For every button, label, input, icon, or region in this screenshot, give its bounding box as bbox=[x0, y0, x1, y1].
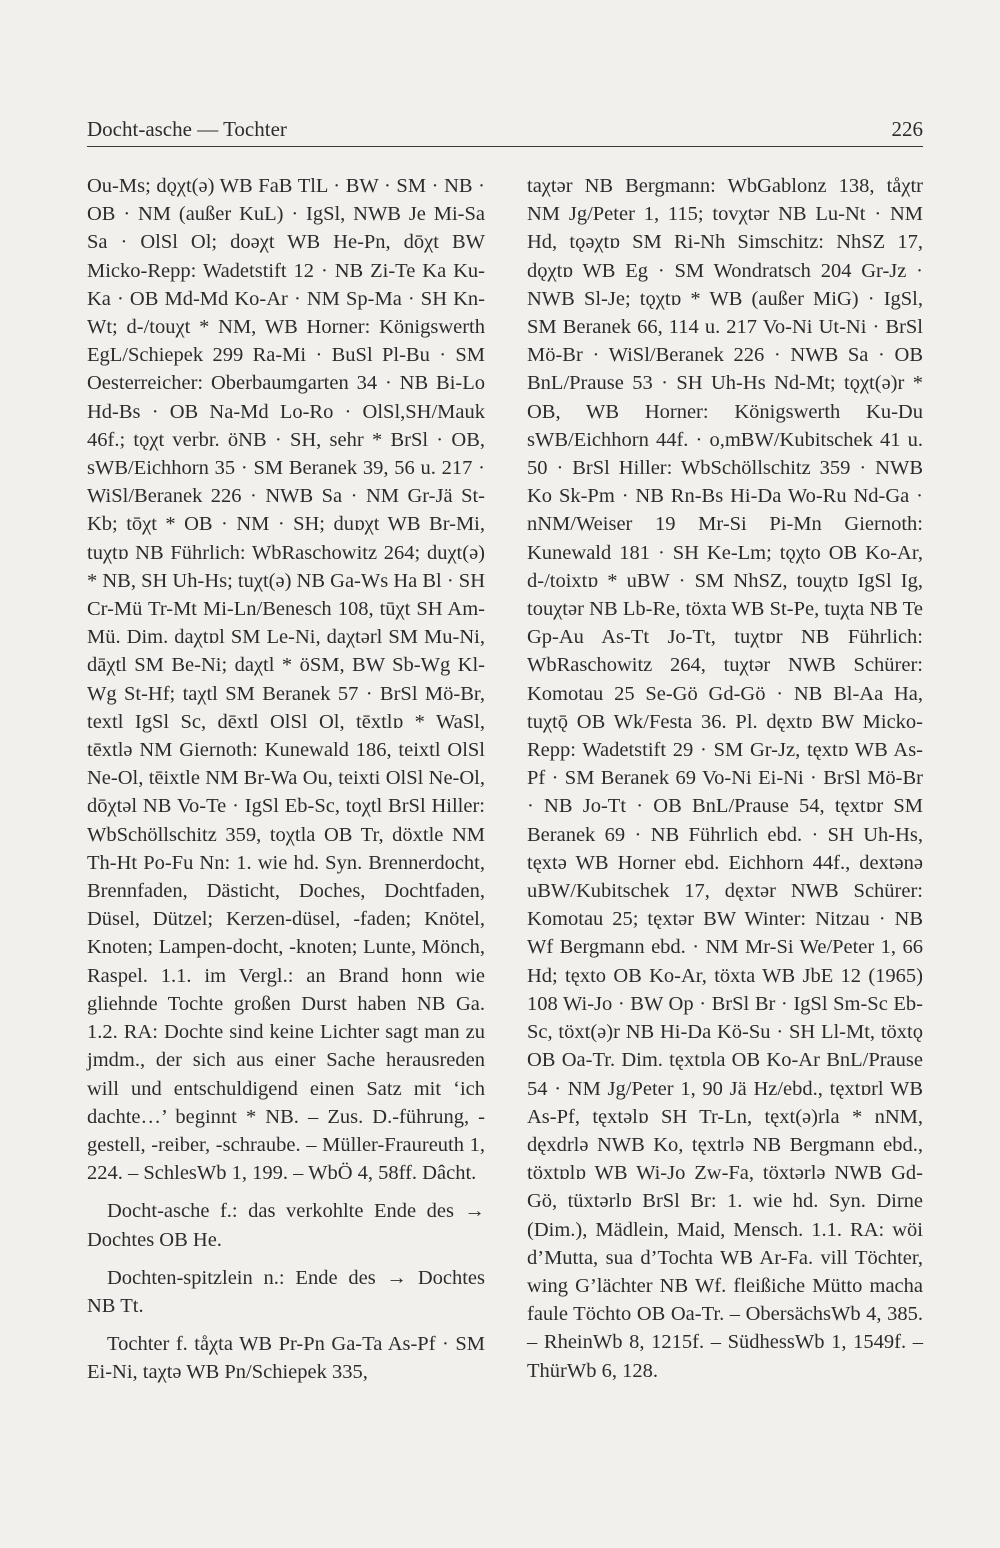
right-column bbox=[527, 172, 923, 1385]
entry-tochter-continuation: taχtər NB Bergmann: WbGablonz 138, tåχtr NM Jg/Peter 1, 115; tovχtər NB Lu-Nt · NM Hd, tǫəχtɒ SM Ri-Nh Simschitz: NhSZ 17, dǫχtɒ WB Eg · SM Wondratsch 204 Gr-Jz · NWB Sl-Je; tǫχtɒ * WB (außer MiG) · IgSl, SM Beranek 66, 114 u. 217 Vo-Ni Ut-Ni · BrSl Mö-Br · WiSl/Beranek 226 · NWB Sa · OB BnL/Prause 53 · SH Uh-Hs Nd-Mt; tǫχt(ə)r * OB, WB Horner: Königswerth Ku-Du sWB/Eichhorn 44f. · o,mBW/Kubitschek 41 u. 50 · BrSl Hiller: WbSchöllschitz 359 · NWB Ko Sk-Pm · NB Rn-Bs Hi-Da Wo-Ru Nd-Ga · nNM/Weiser 19 Mr-Si Pi-Mn Giernoth: Kunewald 181 · SH Ke-Lm; tǫχto OB Ko-Ar, d-/toixtɒ * uBW · SM NhSZ, touχtɒ IgSl Ig, touχtər NB Lb-Re, töxta WB St-Pe, tuχta NB Te Gp-Au As-Tt Jo-Tt, tuχtɒr NB Führlich: WbRaschowitz 264, tuχtər NWB Schürer: Komotau 25 Se-Gö Gd-Gö · NB Bl-Aa Ha, tuχtǭ OB Wk/Festa 36. Pl. dęxtɒ BW Micko-Repp: Wadetstift 29 · SM Gr-Jz, tęxtɒ WB As-Pf · SM Beranek 69 Vo-Ni Ei-Ni · BrSl Mö-Br · NB Jo-Tt · OB BnL/Prause 54, tęxtɒr SM Beranek 69 · NB Führlich ebd. · SH Uh-Hs, tęxtə WB Horner ebd. Eichhorn 44f., dextənə uBW/Kubitschek 17, dęxtər NWB Schürer: Komotau 25; tęxtər BW Winter: Nitzau · NB Wf Bergmann ebd. · NM Mr-Si We/Peter 1, 66 Hd; tęxto OB Ko-Ar, töxta WB JbE 12 (1965) 108 Wi-Jo · BW Op · BrSl Br · IgSl Sm-Sc Eb-Sc, töxt(ə)r NB Hi-Da Kö-Su · SH Ll-Mt, töxtǫ OB Oa-Tr. Dim. tęxtɒla OB Ko-Ar BnL/Prause 54 · NM Jg/Peter 1, 90 Jä Hz/ebd., tęxtɒrl WB As-Pf, tęxtəlɒ SH Tr-Ln, tęxt(ə)rla * nNM, dęxdrlə NWB Ko, tęxtrlə NB Bergmann ebd., töxtɒlɒ WB Wi-Jo Zw-Fa, töxtərlə NWB Gd-Gö, tüxtərlɒ BrSl Br: 1. wie hd. Syn. Dirne (Dim.), Mädlein, Maid, Mensch. 1.1. RA: wöi d’Mutta, sua d’Tochta WB Ar-Fa. vill Töchter, wing G’lächter NB Wf. fleißiche Mütto macha faule Töchto OB Oa-Tr. – ObersächsWb 4, 385. – RheinWb 8, 1215f. – SüdhessWb 1, 1549f. – ThürWb 6, 128. bbox=[527, 175, 923, 1382]
page-number: 226 bbox=[891, 117, 923, 141]
entry-docht-continuation: Ou-Ms; dǫχt(ə) WB FaB TlL · BW · SM · NB · OB · NM (außer KuL) · IgSl, NWB Je Mi-Sa Sa · OlSl Ol; doəχt WB He-Pn, dōχt BW Micko-Repp: Wadetstift 12 · NB Zi-Te Ka Ku-Ka · OB Md-Md Ko-Ar · NM Sp-Ma · SH Kn-Wt; d-/touχt * NM, WB Horner: Königswerth EgL/Schiepek 299 Ra-Mi · BuSl Pl-Bu · SM Oesterreicher: Oberbaumgarten 34 · NB Bi-Lo Hd-Bs · OB Na-Md Lo-Ro · OlSl,SH/Mauk 46f.; tǫχt verbr. öNB · SH, sehr * BrSl · OB, sWB/Eichhorn 35 · SM Beranek 39, 56 u. 217 · WiSl/Beranek 226 · NWB Sa · NM Gr-Jä St-Kb; tōχt * OB · NM · SH; duɒχt WB Br-Mi, tuχtɒ NB Führlich: WbRaschowitz 264; duχt(ə) * NB, SH Uh-Hs; tuχt(ə) NB Ga-Ws Ha Bl · SH Cr-Mü Tr-Mt Mi-Ln/Benesch 108, tūχt SH Am-Mü. Dim. daχtɒl SM Le-Ni, daχtərl SM Mu-Ni, dāχtl SM Be-Ni; daχtl * öSM, BW Sb-Wg Kl-Wg St-Hf; taχtl SM Beranek 57 · BrSl Mö-Br, textl IgSl Sc, dēxtl OlSl Ol, tēxtlɒ * WaSl, tēxtlə NM Giernoth: Kunewald 186, teixtl OlSl Ne-Ol, tēixtle NM Br-Wa Ou, teixti OlSl Ne-Ol, dōχtəl NB Vo-Te · IgSl Eb-Sc, toχtl BrSl Hiller: WbSchöllschitz 359, toχtla OB Tr, döxtle NM Th-Ht Po-Fu Nn: 1. wie hd. Syn. Brennerdocht, Brennfaden, Dästicht, Doches, Dochtfaden, Düsel, Dützel; Kerzen-düsel, -faden; Knötel, Knoten; Lampen-docht, -knoten; Lunte, Mönch, Raspel. 1.1. im Vergl.: an Brand honn wie gliehnde Tochte großen Durst haben NB Ga. 1.2. RA: Dochte sind keine Lichter sagt man zu jmdm., der sich aus einer Sache herausreden will und entschuldigend einen Satz mit ‘ich dachte…’ beginnt * NB. – Zus. D.-führung, -gestell, -reiber, -schraube. – Müller-Fraureuth 1, 224. – SchlesWb 1, 199. – WbÖ 4, 58ff. Dâcht. bbox=[87, 175, 485, 1185]
entry-docht-asche: Docht-asche f.: das verkohlte Ende des → Dochtes OB He. bbox=[87, 1200, 485, 1251]
left-column bbox=[87, 172, 485, 1387]
entry-tochter: Tochter f. tåχta WB Pr-Pn Ga-Ta As-Pf · SM Ei-Ni, taχtə WB Pn/Schiepek 335, bbox=[87, 1333, 485, 1384]
entry-dochten-spitzlein: Dochten-spitzlein n.: Ende des → Dochtes NB Tt. bbox=[87, 1266, 485, 1317]
header-title: Docht-asche — Tochter bbox=[87, 117, 287, 141]
page-header bbox=[87, 112, 923, 147]
